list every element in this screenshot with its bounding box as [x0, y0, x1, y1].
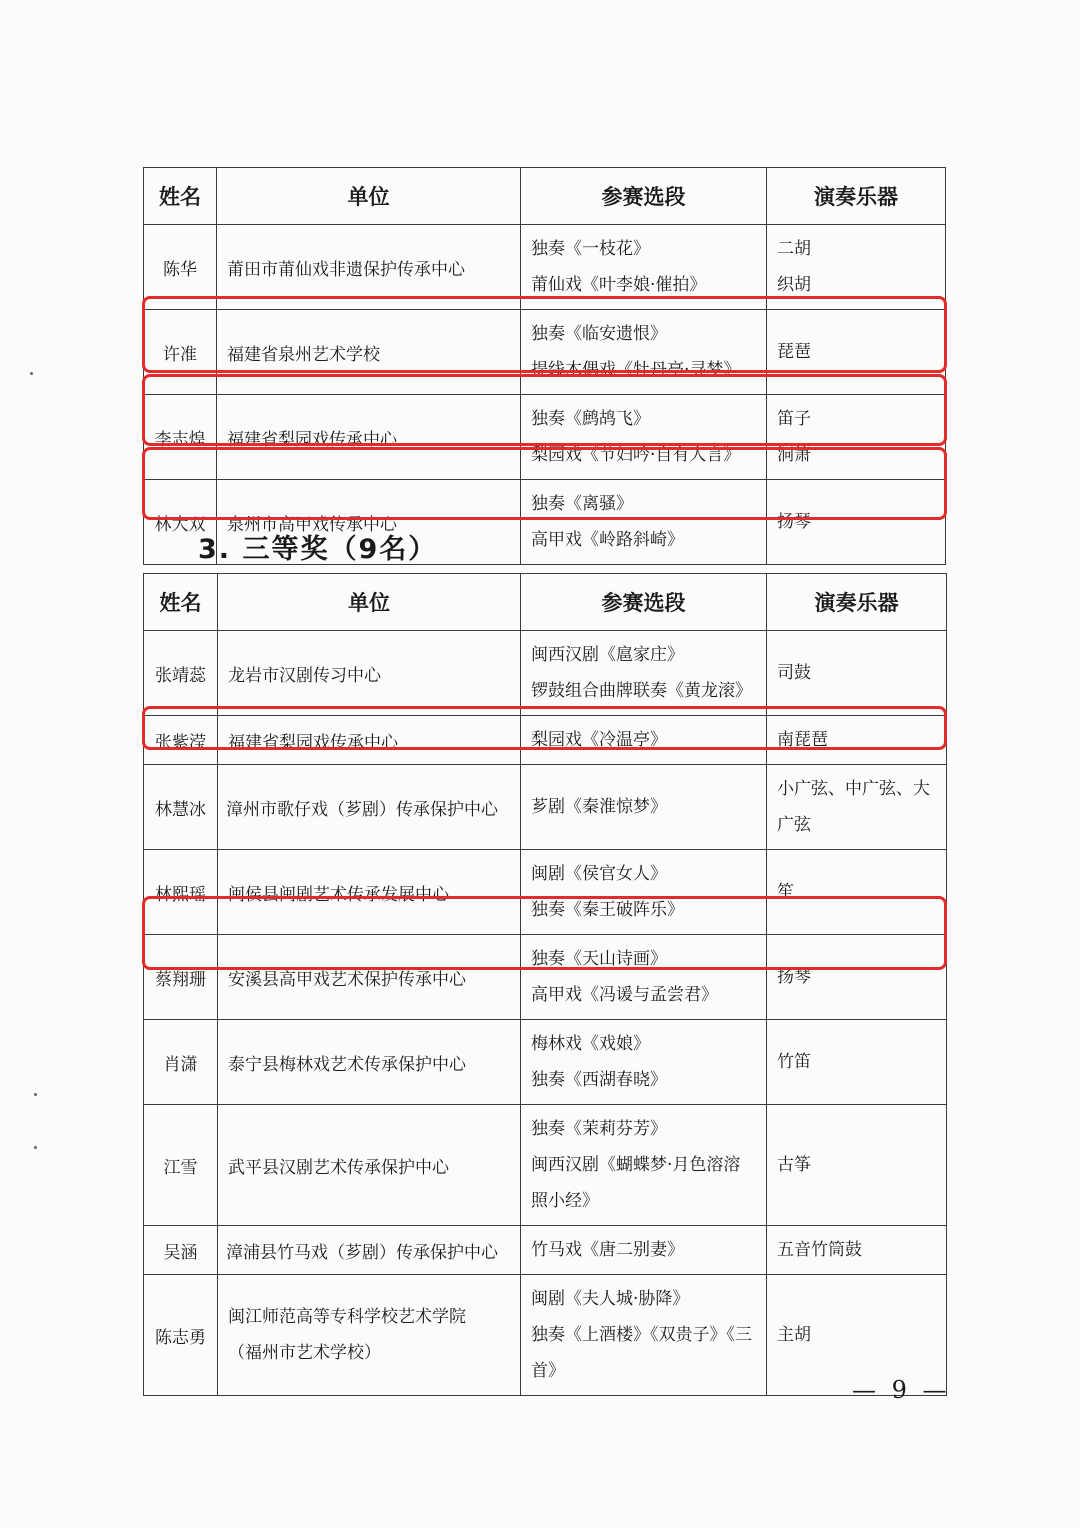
cell-name: 肖潇 — [144, 1020, 218, 1105]
piece-line: 独奏《临安遗恨》 — [531, 324, 667, 344]
table-row — [144, 935, 947, 1020]
piece-line: 梨园戏《节妇吟·自有人言》 — [531, 445, 741, 465]
table-row — [144, 631, 947, 716]
instrument-line: 竹笛 — [777, 1052, 811, 1072]
instrument-line: 笙 — [777, 882, 794, 902]
page-number: — 9 — — [852, 1376, 951, 1404]
table-row — [144, 850, 947, 935]
cell-unit: 福建省泉州艺术学校 — [217, 310, 521, 395]
piece-line: 独奏《鹧鸪飞》 — [531, 409, 650, 429]
table-row — [144, 716, 947, 765]
instrument-line: 织胡 — [777, 275, 811, 295]
cell-instrument — [767, 480, 946, 565]
piece-line: 梨园戏《冷温亭》 — [531, 730, 667, 750]
piece-line: 独奏《一枝花》 — [531, 239, 650, 259]
cell-instrument — [767, 850, 947, 935]
header-name: 姓名 — [144, 168, 217, 225]
cell-unit: 武平县汉剧艺术传承保护中心 — [218, 1105, 521, 1226]
table-header-row — [144, 168, 946, 225]
cell-piece — [521, 716, 767, 765]
piece-line: 锣鼓组合曲牌联奏《黄龙滚》 — [531, 681, 752, 701]
table-row — [144, 395, 946, 480]
cell-piece — [521, 850, 767, 935]
scan-speck — [34, 1093, 37, 1096]
cell-unit: 福建省梨园戏传承中心 — [218, 716, 521, 765]
cell-unit: 福建省梨园戏传承中心 — [217, 395, 521, 480]
third-prize-table — [143, 573, 947, 1396]
cell-name: 张靖蕊 — [144, 631, 218, 716]
instrument-line: 笛子 — [777, 409, 811, 429]
cell-piece — [521, 310, 767, 395]
piece-line: 独奏《西湖春晓》 — [531, 1070, 667, 1090]
cell-unit: 漳州市歌仔戏（芗剧）传承保护中心 — [218, 765, 521, 850]
table-row — [144, 1275, 947, 1396]
cell-piece — [521, 765, 767, 850]
piece-line: 闽西汉剧《蝴蝶梦·月色溶溶照小经》 — [531, 1155, 741, 1211]
piece-line: 独奏《上酒楼》《双贵子》《三首》 — [531, 1325, 752, 1381]
piece-line: 莆仙戏《叶李娘·催拍》 — [531, 275, 707, 295]
cell-name: 林慧冰 — [144, 765, 218, 850]
instrument-line: 五音竹筒鼓 — [777, 1240, 862, 1260]
cell-instrument — [767, 1226, 947, 1275]
cell-unit: 泉州市高甲戏传承中心 — [217, 480, 521, 565]
table-row — [144, 310, 946, 395]
cell-instrument — [767, 631, 947, 716]
cell-name: 江雪 — [144, 1105, 218, 1226]
table-header-row — [144, 574, 947, 631]
piece-line: 闽剧《夫人城·胁降》 — [531, 1289, 690, 1309]
cell-unit: 泰宁县梅林戏艺术传承保护中心 — [218, 1020, 521, 1105]
instrument-line: 古筝 — [777, 1155, 811, 1175]
piece-line: 独奏《离骚》 — [531, 494, 633, 514]
cell-name: 陈志勇 — [144, 1275, 218, 1396]
instrument-line: 主胡 — [777, 1325, 811, 1345]
instrument-line: 二胡 — [777, 239, 811, 259]
piece-line: 独奏《茉莉芬芳》 — [531, 1119, 667, 1139]
cell-unit: 闽侯县闽剧艺术传承发展中心 — [218, 850, 521, 935]
cell-piece — [521, 480, 767, 565]
instrument-line: 小广弦、中广弦、大广弦 — [777, 779, 930, 835]
cell-name: 许准 — [144, 310, 217, 395]
piece-line: 独奏《天山诗画》 — [531, 949, 667, 969]
cell-instrument — [767, 1105, 947, 1226]
piece-line: 提线木偶戏《牡丹亭·寻梦》 — [531, 360, 741, 380]
piece-line: 独奏《秦王破阵乐》 — [531, 900, 684, 920]
cell-instrument — [767, 225, 946, 310]
piece-line: 闽剧《侯官女人》 — [531, 864, 667, 884]
header-instrument: 演奏乐器 — [767, 574, 947, 631]
cell-piece — [521, 1275, 767, 1396]
header-piece: 参赛选段 — [521, 168, 767, 225]
cell-unit: 安溪县高甲戏艺术保护传承中心 — [218, 935, 521, 1020]
table-row — [144, 1105, 947, 1226]
second-prize-table — [143, 167, 946, 565]
header-name: 姓名 — [144, 574, 218, 631]
cell-unit: 闽江师范高等专科学校艺术学院（福州市艺术学校） — [218, 1275, 521, 1396]
cell-instrument — [767, 310, 946, 395]
cell-name: 蔡翔珊 — [144, 935, 218, 1020]
cell-instrument — [767, 765, 947, 850]
scan-speck — [34, 1146, 37, 1149]
cell-unit: 龙岩市汉剧传习中心 — [218, 631, 521, 716]
cell-piece — [521, 935, 767, 1020]
cell-instrument — [767, 935, 947, 1020]
header-unit: 单位 — [218, 574, 521, 631]
cell-instrument — [767, 716, 947, 765]
piece-line: 竹马戏《唐二别妻》 — [531, 1240, 684, 1260]
piece-line: 闽西汉剧《扈家庄》 — [531, 645, 684, 665]
cell-name: 陈华 — [144, 225, 217, 310]
cell-piece — [521, 395, 767, 480]
table-row — [144, 225, 946, 310]
piece-line: 高甲戏《岭路斜崎》 — [531, 530, 684, 550]
cell-name: 李志煌 — [144, 395, 217, 480]
instrument-line: 南琵琶 — [777, 730, 828, 750]
piece-line: 梅林戏《戏娘》 — [531, 1034, 650, 1054]
instrument-line: 司鼓 — [777, 663, 811, 683]
cell-unit: 莆田市莆仙戏非遗保护传承中心 — [217, 225, 521, 310]
table-row — [144, 1020, 947, 1105]
table-row — [144, 1226, 947, 1275]
header-unit: 单位 — [217, 168, 521, 225]
table-row — [144, 765, 947, 850]
header-instrument: 演奏乐器 — [767, 168, 946, 225]
instrument-line: 扬琴 — [777, 967, 811, 987]
cell-piece — [521, 1020, 767, 1105]
cell-name: 吴涵 — [144, 1226, 218, 1275]
cell-instrument — [767, 395, 946, 480]
cell-name: 张紫滢 — [144, 716, 218, 765]
section-heading: 3. 三等奖（9名） — [198, 534, 438, 565]
cell-name: 林熙瑶 — [144, 850, 218, 935]
instrument-line: 琵琶 — [777, 342, 811, 362]
piece-line: 芗剧《秦淮惊梦》 — [531, 797, 667, 817]
cell-piece — [521, 225, 767, 310]
cell-instrument — [767, 1020, 947, 1105]
cell-piece — [521, 1105, 767, 1226]
cell-unit: 漳浦县竹马戏（芗剧）传承保护中心 — [218, 1226, 521, 1275]
scan-speck — [30, 372, 33, 375]
instrument-line: 扬琴 — [777, 512, 811, 532]
instrument-line: 洞箫 — [777, 445, 811, 465]
cell-piece — [521, 631, 767, 716]
cell-name: 林大双 — [144, 480, 217, 565]
cell-piece — [521, 1226, 767, 1275]
piece-line: 高甲戏《冯谖与孟尝君》 — [531, 985, 718, 1005]
header-piece: 参赛选段 — [521, 574, 767, 631]
